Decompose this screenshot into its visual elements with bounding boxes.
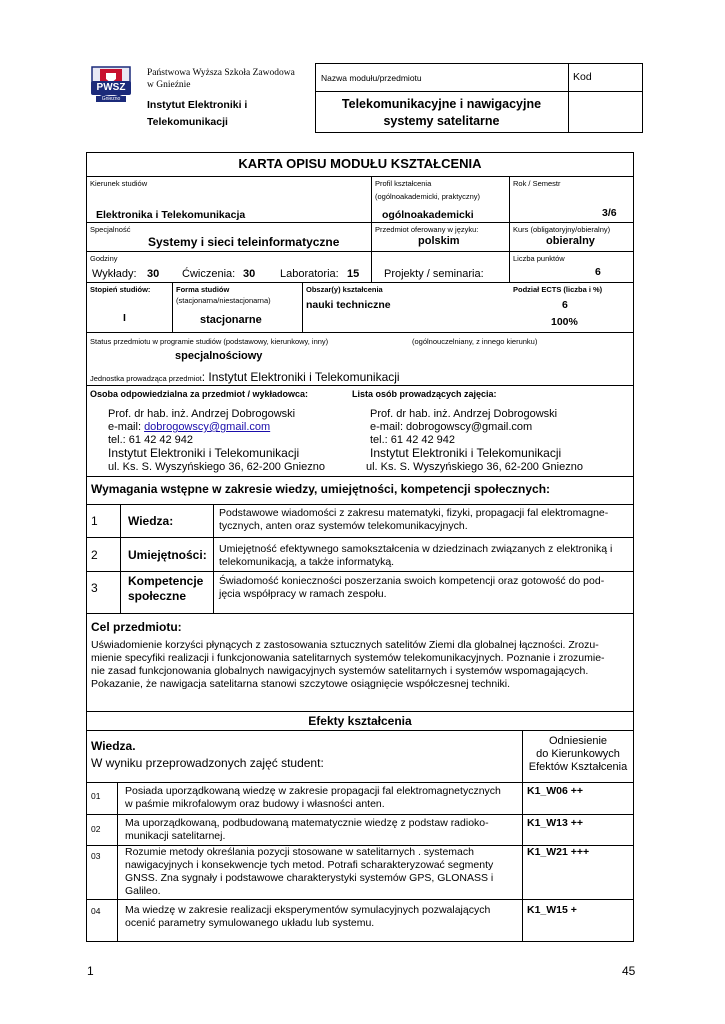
effect-03-line1: Rozumie metody określania pozycji stosowane w satelitarnych . systemach [125,846,474,858]
module-title-line1: Telekomunikacyjne i nawigacyjne [341,97,542,111]
teachers-list-label: Lista osób prowadzących zajęcia: [352,389,497,399]
effect-02-ref: K1_W13 ++ [527,817,584,829]
logo-text: PWSZ [96,82,126,93]
forma-sub: (stacjonarna/niestacjonarna) [176,296,271,305]
profil-value: ogólnoakademicki [382,209,474,221]
list-institute: Instytut Elektroniki i Telekomunikacji [370,446,562,460]
profil-sub: (ogólnoakademicki, praktyczny) [375,192,481,201]
school-name-line1: Państwowa Wyższa Szkoła Zawodowa [147,68,295,78]
goal-line-4: Pokazanie, że nawigacja satelitarna stanowi szczytowe osiągnięcie współczesnej techniki. [91,678,511,690]
resp-email-prefix: e-mail: [108,421,145,433]
stopien-value: I [123,312,126,324]
knowledge-subtitle: W wyniku przeprowadzonych zajęć student: [91,756,324,770]
effect-02-line1: Ma uporządkowaną, podbudowaną matematycznie wiedzę z podstaw radioko- [125,817,489,829]
effect-01-num: 01 [91,791,101,801]
req-3-line1: Świadomość konieczności poszerzania swoich kompetencji oraz gotowość do pod- [219,575,605,587]
jezyk-label: Przedmiot oferowany w języku: [375,225,479,234]
resp-name: Prof. dr hab. inż. Andrzej Dobrogowski [108,408,296,420]
resp-tel: tel.: 61 42 42 942 [108,434,194,446]
knowledge-title: Wiedza. [91,739,136,753]
resp-email-link[interactable]: dobrogowscy@gmail.com [144,421,271,433]
card-title: KARTA OPISU MODUŁU KSZTAŁCENIA [238,156,482,171]
req-2-name: Umiejętności: [128,548,207,562]
resp-address: ul. Ks. S. Wyszyńskiego 36, 62-200 Gniezno [108,461,325,473]
resp-email-row [108,421,270,434]
institute-line2: Telekomunikacji [147,116,228,128]
goal-line-2: mienie specyfiki realizacji i funkcjonowania satelitarnych systemów telekomunikacyjnych. Poznanie i zrozumie- [91,652,605,664]
ref-header-line3: Efektów Kształcenia [528,761,628,773]
institute-line1: Instytut Elektroniki i [147,99,248,111]
effect-04-ref: K1_W15 + [527,904,577,916]
effect-04-line2: ocenić parametry symulowanego układu lub systemu. [125,917,375,929]
logo-subtext: Gniezno [101,96,121,102]
req-3-line2: jęcia współpracy w ramach zespołu. [219,588,387,600]
goal-line-3: nie zasad funkcjonowania globalnych nawigacyjnych systemów satelitarnych i systemów wspomagających. [91,665,589,677]
req-2-line1: Umiejętność efektywnego samokształcenia w dziedzinach związanych z elektroniką i [219,543,613,555]
laboratoria-label: Laboratoria: [280,268,339,280]
ects-points-label: Liczba punktów [513,254,565,263]
pwsz-logo [86,63,136,105]
effect-03-num: 03 [91,851,101,861]
kierunek-value: Elektronika i Telekomunikacja [96,209,246,221]
jednostka-label: Jednostka prowadząca przedmiot [90,374,202,383]
module-name-label: Nazwa modułu/przedmiotu [321,73,422,83]
resp-institute: Instytut Elektroniki i Telekomunikacji [108,446,300,460]
effect-02-line2: munikacji satelitarnej. [125,830,226,842]
wyklady-label: Wykłady: [92,268,137,280]
code-label: Kod [573,71,592,83]
req-1-line2: tycznych, anten oraz systemów telekomunikacyjnych. [219,520,468,532]
req-3-name-line2: społeczne [128,589,187,603]
effect-01-line1: Posiada uporządkowaną wiedzę w zakresie propagacji fal elektromagnetycznych [125,785,501,797]
effect-03-line2: nawigacyjnych i konsekwencje tych metod. Potrafi scharakteryzować segmenty [125,859,494,871]
kierunek-label: Kierunek studiów [90,179,148,188]
req-1-name: Wiedza: [128,514,174,528]
podzial-value-percent: 100% [551,316,578,328]
effect-03-line4: Galileo. [125,885,161,897]
ref-header-line1: Odniesienie [548,735,608,747]
effect-04-num: 04 [91,906,101,916]
projekty-label: Projekty / seminaria: [384,268,484,280]
list-tel: tel.: 61 42 42 942 [370,434,456,446]
effect-03-ref: K1_W21 +++ [527,846,590,858]
status-label-2: (ogólnouczelniany, z innego kierunku) [412,337,538,346]
effect-01-ref: K1_W06 ++ [527,785,584,797]
list-name: Prof. dr hab. inż. Andrzej Dobrogowski [370,408,558,420]
effect-01-line2: w paśmie mikrofalowym oraz budowy i własności anten. [125,798,385,810]
cwiczenia-value: 30 [243,268,256,280]
cwiczenia-label: Ćwiczenia: [182,268,236,280]
requirements-title: Wymagania wstępne w zakresie wiedzy, umiejętności, kompetencji społecznych: [91,482,551,496]
req-2-line2: telekomunikacją, a także informatyką. [219,556,395,568]
obszar-value: nauki techniczne [306,299,391,311]
rok-value: 3/6 [602,207,617,219]
podzial-value-points: 6 [562,299,568,311]
forma-value: stacjonarne [200,314,262,326]
specjalnosc-value: Systemy i sieci teleinformatyczne [148,235,340,249]
ref-header-line2: do Kierunkowych [536,748,620,760]
jezyk-value: polskim [418,235,460,247]
rok-label: Rok / Semestr [513,179,561,188]
laboratoria-value: 15 [347,268,360,280]
school-name-line2: w Gnieźnie [147,80,191,90]
module-title-line2: systemy satelitarne [383,114,500,128]
podzial-label: Podział ECTS (liczba i %) [513,285,603,294]
jednostka-value: : Instytut Elektroniki i Telekomunikacji [201,370,400,384]
req-1-num: 1 [91,514,98,528]
stopien-label: Stopień studiów: [90,285,151,294]
godziny-label: Godziny [90,254,118,263]
forma-label: Forma studiów [176,285,230,294]
kurs-label: Kurs (obligatoryjny/obieralny) [513,225,611,234]
page-number-right: 45 [622,964,636,978]
req-2-num: 2 [91,548,98,562]
list-address: ul. Ks. S. Wyszyńskiego 36, 62-200 Gniezno [366,461,583,473]
effect-03-line3: GNSS. Zna sygnały i podstawowe charakterystyki systemów GPS, GLONASS i [125,872,494,884]
ects-points-value: 6 [595,266,601,278]
obszar-label: Obszar(y) kształcenia [306,285,383,294]
effect-04-line1: Ma wiedzę w zakresie realizacji eksperymentów symulacyjnych pozwalających [125,904,491,916]
list-email: e-mail: dobrogowscy@gmail.com [370,421,533,433]
profil-label: Profil kształcenia [375,179,432,188]
req-1-line1: Podstawowe wiadomości z zakresu matematyki, fizyki, propagacji fal elektromagne- [219,507,609,519]
status-value: specjalnościowy [175,350,263,362]
wyklady-value: 30 [147,268,160,280]
kurs-value: obieralny [546,235,595,247]
effect-02-num: 02 [91,824,101,834]
specjalnosc-label: Specjalność [90,225,131,234]
effects-title: Efekty kształcenia [308,714,412,728]
req-3-num: 3 [91,581,98,595]
goal-line-1: Uświadomienie korzyści płynących z zastosowania sztucznych satelitów Ziemi dla globalnej łączności. Zrozu- [91,639,599,651]
req-3-name-line1: Kompetencje [128,574,204,588]
status-label: Status przedmiotu w programie studiów (podstawowy, kierunkowy, inny) [90,337,329,346]
jednostka-row [90,368,400,386]
page-number-left: 1 [87,964,94,978]
responsible-person-label: Osoba odpowiedzialna za przedmiot / wykładowca: [90,389,309,399]
goal-title: Cel przedmiotu: [91,620,182,634]
